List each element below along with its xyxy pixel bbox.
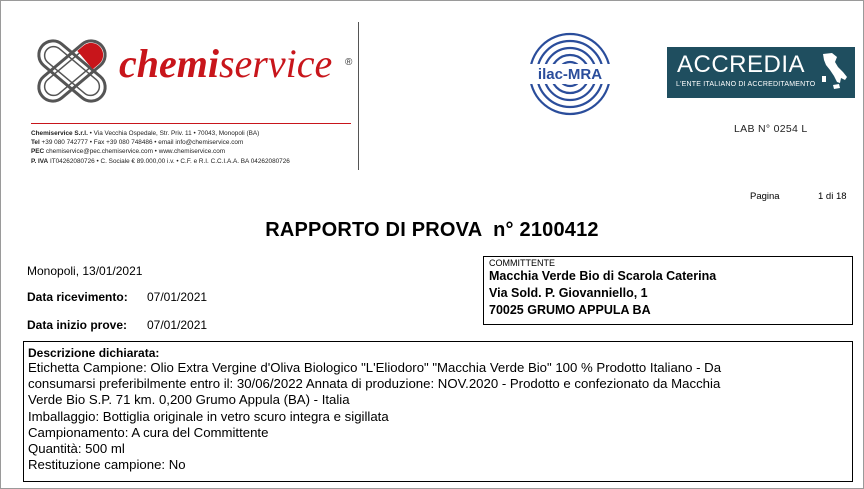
company-line-4: P. IVA IT04262080726 • C. Sociale € 89.000,00 i.v. • C.F. e R.I. C.C.I.A.A. BA 04262080726 bbox=[31, 157, 290, 165]
company-line-3: PEC chemiservice@pec.chemiservice.com • www.chemiservice.com bbox=[31, 148, 226, 156]
descrizione-box bbox=[23, 341, 853, 482]
descrizione-line: consumarsi preferibilmente entro il: 30/06/2022 Annata di produzione: NOV.2020 - Prodotto e confezionato da Macchia bbox=[28, 376, 721, 392]
committente-box bbox=[483, 256, 853, 325]
ilac-text: ilac-MRA bbox=[537, 66, 603, 83]
committente-address: Via Sold. P. Giovanniello, 1 bbox=[489, 286, 648, 300]
inizio-value: 07/01/2021 bbox=[147, 318, 208, 332]
pagination-value: 1 di 18 bbox=[818, 191, 847, 202]
accredia-title: ACCREDIA bbox=[677, 51, 806, 78]
company-line-1: Chemiservice S.r.l. • Via Vecchia Ospedale, Str. Priv. 11 • 70043, Monopoli (BA) bbox=[31, 130, 260, 137]
descrizione-line: Etichetta Campione: Olio Extra Vergine d'Oliva Biologico "L'Eliodoro" "Macchia Verde Bio" 100 % Prodotto Italiano - Da bbox=[28, 360, 722, 375]
lab-number: LAB N° 0254 L bbox=[734, 123, 808, 135]
chemiservice-wordmark: chemiservice bbox=[119, 41, 333, 86]
descrizione-line: Quantità: 500 ml bbox=[28, 441, 125, 457]
logo-underline bbox=[31, 123, 351, 124]
descrizione-line: Campionamento: A cura del Committente bbox=[28, 424, 269, 440]
committente-city: 70025 GRUMO APPULA BA bbox=[489, 303, 651, 317]
registered-mark: ® bbox=[345, 57, 353, 68]
company-line-2: Tel +39 080 742777 • Fax +39 080 748486 • email info@chemiservice.com bbox=[31, 139, 244, 147]
ricevimento-label: Data ricevimento: bbox=[27, 290, 128, 304]
descrizione-line: Imballaggio: Bottiglia originale in vetro scuro integra e sigillata bbox=[28, 408, 389, 424]
header-divider bbox=[358, 22, 359, 170]
company-details bbox=[31, 129, 290, 166]
committente-name: Macchia Verde Bio di Scarola Caterina bbox=[489, 269, 717, 283]
descrizione-line: Restituzione campione: No bbox=[28, 457, 186, 473]
report-title: RAPPORTO DI PROVA n° 2100412 bbox=[265, 219, 599, 241]
chemiservice-logo-icon bbox=[27, 37, 117, 105]
descrizione-heading: Descrizione dichiarata: bbox=[28, 346, 160, 360]
ricevimento-value: 07/01/2021 bbox=[147, 290, 208, 304]
place-date: Monopoli, 13/01/2021 bbox=[27, 264, 143, 278]
inizio-label: Data inizio prove: bbox=[27, 318, 128, 332]
accredia-subtitle: L'ENTE ITALIANO DI ACCREDITAMENTO bbox=[676, 81, 816, 88]
descrizione-line: Verde Bio S.P. 71 km. 0,200 Grumo Appula (BA) - Italia bbox=[28, 392, 350, 408]
committente-label: COMMITTENTE bbox=[489, 258, 555, 268]
accredia-logo bbox=[667, 47, 855, 98]
ilac-mra-logo-icon bbox=[525, 31, 615, 117]
italy-map-icon bbox=[819, 52, 849, 94]
pagination-label: Pagina bbox=[750, 191, 780, 202]
descrizione-text bbox=[28, 360, 844, 473]
